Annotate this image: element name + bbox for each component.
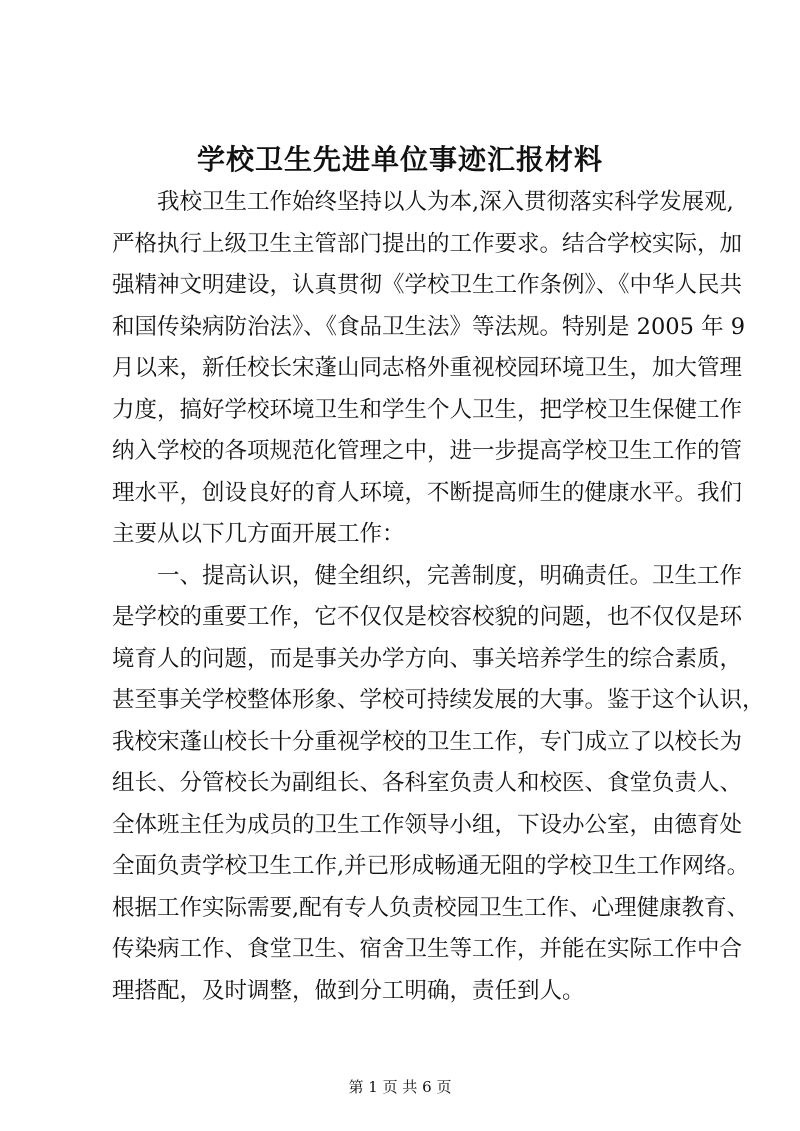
body-line: 传染病工作、食堂卫生、宿舍卫生等工作，并能在实际工作中合	[112, 936, 743, 962]
body-line: 是学校的重要工作，它不仅仅是校容校貌的问题，也不仅仅是环	[112, 604, 743, 630]
body-line: 我校卫生工作始终坚持以人为本,深入贯彻落实科学发展观,	[157, 189, 734, 215]
body-line: 甚至事关学校整体形象、学校可持续发展的大事。鉴于这个认识，	[112, 687, 765, 713]
body-line: 全体班主任为成员的卫生工作领导小组，下设办公室，由德育处	[112, 811, 743, 838]
body-line: 和国传染病防治法》、《食品卫生法》等法规。特别是 2005 年 9	[112, 313, 746, 340]
body-line: 主要从以下几方面开展工作：	[112, 521, 405, 547]
body-line: 全面负责学校卫生工作,并已形成畅通无阻的学校卫生工作网络。	[112, 853, 750, 879]
body-line: 根据工作实际需要,配有专人负责校园卫生工作、心理健康教育、	[112, 894, 750, 921]
body-line: 我校宋蓬山校长十分重视学校的卫生工作，专门成立了以校长为	[112, 728, 743, 755]
body-line: 境育人的问题，而是事关办学方向、事关培养学生的综合素质，	[112, 645, 743, 672]
body-line: 理搭配，及时调整，做到分工明确，责任到人。	[112, 977, 585, 1004]
page-footer: 第 1 页 共 6 页	[348, 1078, 452, 1096]
document-title: 学校卫生先进单位事迹汇报材料	[196, 143, 603, 176]
body-line: 理水平，创设良好的育人环境，不断提高师生的健康水平。我们	[112, 479, 743, 506]
body-line: 一、提高认识，健全组织，完善制度，明确责任。卫生工作	[157, 562, 743, 589]
body-line: 纳入学校的各项规范化管理之中，进一步提高学校卫生工作的管	[112, 438, 743, 464]
document-body	[112, 182, 765, 1012]
body-line: 严格执行上级卫生主管部门提出的工作要求。结合学校实际，加	[112, 230, 743, 257]
body-line: 强精神文明建设，认真贯彻《学校卫生工作条例》、《中华人民共	[112, 272, 743, 298]
body-line: 月以来，新任校长宋蓬山同志格外重视校园环境卫生，加大管理	[112, 355, 743, 381]
body-line: 力度，搞好学校环境卫生和学生个人卫生，把学校卫生保健工作	[112, 396, 743, 423]
body-line: 组长、分管校长为副组长、各科室负责人和校医、食堂负责人、	[112, 770, 743, 796]
